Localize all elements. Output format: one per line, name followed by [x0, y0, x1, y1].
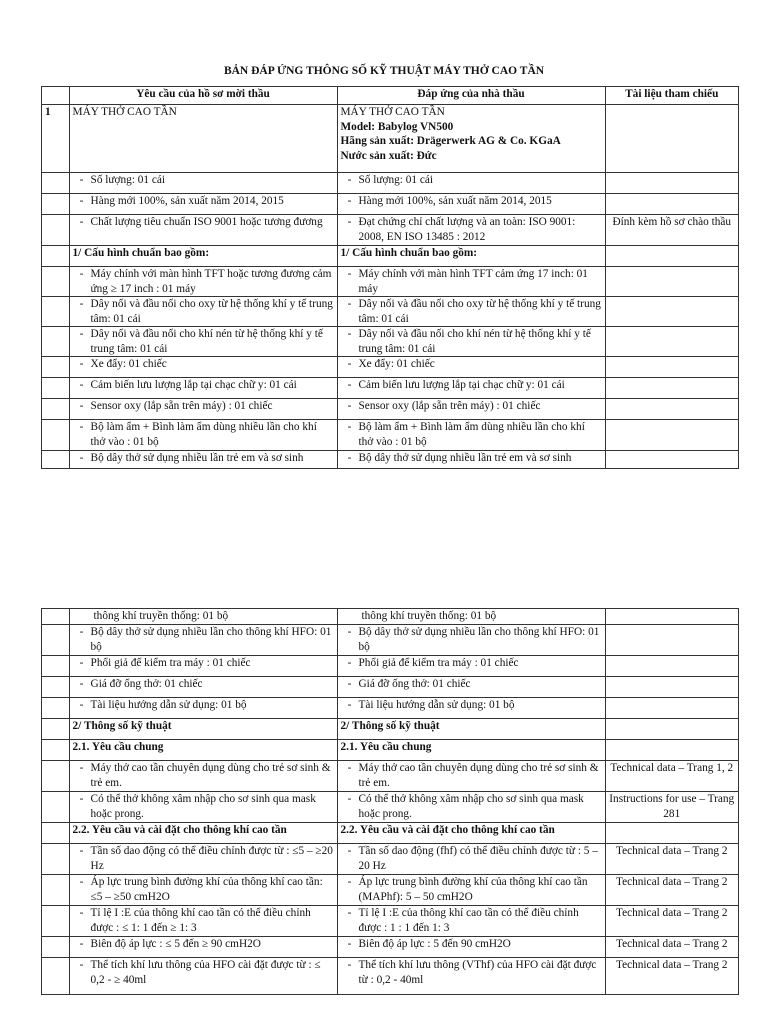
requirement — [69, 958, 337, 995]
section-row — [42, 719, 739, 740]
response — [337, 173, 605, 194]
response-text: Tỉ lệ I :E của thông khí cao tần có thể điều chỉnh được : 1 : 1 đến 1: 3 — [358, 907, 579, 934]
response — [337, 194, 605, 215]
row-num — [42, 656, 70, 677]
bullet-dash: - — [347, 421, 352, 433]
section-row — [42, 246, 739, 267]
table-row — [42, 792, 739, 823]
response-text: Cảm biến lưu lượng lắp tại chạc chữ y: 01 cái — [358, 379, 565, 391]
bullet-dash: - — [347, 174, 352, 186]
reference — [605, 297, 739, 327]
row-num — [42, 844, 70, 875]
response-section-title: 2/ Thông số kỹ thuật — [337, 719, 605, 740]
bullet-dash: - — [347, 959, 352, 971]
response — [337, 420, 605, 451]
requirement — [69, 357, 337, 378]
item-response-block — [337, 105, 605, 173]
response-bullet-item — [341, 215, 602, 244]
response-text: Sensor oxy (lắp sẵn trên máy) : 01 chiếc — [358, 400, 541, 412]
header-requirement: Yêu cầu của hồ sơ mời thầu — [69, 87, 337, 105]
response — [337, 451, 605, 469]
response-bullet-item — [341, 327, 602, 356]
requirement-text: Có thể thở không xâm nhập cho sơ sinh qua mask hoặc prong. — [90, 793, 316, 820]
requirement-text: Áp lực trung bình đường khí của thông khí cao tần: ≤5 – ≥50 cmH2O — [90, 876, 323, 903]
table-row — [42, 297, 739, 327]
reference: Technical data – Trang 2 — [605, 906, 739, 937]
requirement-text: Dây nối và đầu nối cho oxy từ hệ thống khí y tế trung tâm: 01 cái — [90, 298, 333, 325]
reference: Technical data – Trang 2 — [605, 958, 739, 995]
reference: Technical data – Trang 1, 2 — [605, 761, 739, 792]
requirement — [69, 327, 337, 357]
reference — [605, 625, 739, 656]
requirement-text: Bộ dây thở sử dụng nhiều lần trẻ em và sơ sinh — [90, 452, 304, 464]
bullet-dash: - — [347, 379, 352, 391]
row-num — [42, 267, 70, 297]
bullet-dash: - — [347, 678, 352, 690]
bullet-dash: - — [79, 845, 84, 857]
requirement-bullet-item — [73, 844, 334, 873]
bullet-dash: - — [347, 907, 352, 919]
requirement-text: Tỉ lệ I :E của thông khí cao tần có thể điều chỉnh được : ≤ 1: 1 đến ≥ 1: 3 — [90, 907, 311, 934]
row-num — [42, 958, 70, 995]
bullet-dash: - — [79, 657, 84, 669]
requirement-bullet-item — [73, 625, 334, 654]
requirement-text: Dây nối và đầu nối cho khí nén từ hệ thống khí y tế trung tâm: 01 cái — [90, 328, 323, 355]
bullet-dash: - — [347, 328, 352, 340]
requirement-text: Tài liệu hướng dẫn sử dụng: 01 bộ — [90, 699, 247, 711]
response-text: Dây nối và đầu nối cho khí nén từ hệ thống khí y tế trung tâm: 01 cái — [358, 328, 591, 355]
reference — [605, 698, 739, 719]
bullet-dash: - — [347, 452, 352, 464]
response-bullet-item — [341, 267, 602, 296]
table-row — [42, 906, 739, 937]
requirement — [69, 906, 337, 937]
bullet-dash: - — [79, 793, 84, 805]
row-num — [42, 625, 70, 656]
requirement-bullet-item — [73, 297, 334, 326]
requirement-bullet-item — [73, 327, 334, 356]
item-requirement-title: MÁY THỞ CAO TẦN — [69, 105, 337, 173]
response — [337, 215, 605, 246]
bullet-dash: - — [347, 400, 352, 412]
row-num — [42, 297, 70, 327]
reference — [605, 823, 739, 844]
requirement-text: Cảm biến lưu lượng lắp tại chạc chữ y: 01 cái — [90, 379, 297, 391]
row-num — [42, 246, 70, 267]
bullet-dash: - — [79, 400, 84, 412]
row-num — [42, 451, 70, 469]
response-bullet-item — [341, 451, 602, 466]
reference — [605, 740, 739, 761]
response — [337, 958, 605, 995]
response-text: Có thể thở không xâm nhập cho sơ sinh qua mask hoặc prong. — [358, 793, 584, 820]
main-item-row — [42, 105, 739, 173]
table-row — [42, 844, 739, 875]
response-text: Phổi giả để kiểm tra máy : 01 chiếc — [358, 657, 519, 669]
row-num — [42, 823, 70, 844]
reference — [605, 327, 739, 357]
reference — [605, 173, 739, 194]
reference — [605, 399, 739, 420]
row-num — [42, 173, 70, 194]
table-row — [42, 875, 739, 906]
response-text: Bộ dây thở sử dụng nhiều lần cho thông khí HFO: 01 bộ — [358, 626, 600, 653]
response-text: Thể tích khí lưu thông (VThf) của HFO cài đặt được từ : 0,2 - 40ml — [358, 959, 597, 986]
response — [337, 609, 605, 625]
response-bullet-item — [341, 875, 602, 904]
bullet-dash: - — [347, 268, 352, 280]
reference — [605, 420, 739, 451]
bullet-dash: - — [79, 174, 84, 186]
spec-table-part-1 — [41, 86, 739, 469]
requirement — [69, 875, 337, 906]
reference — [605, 677, 739, 698]
response-bullet-item — [341, 761, 602, 790]
row-num — [42, 378, 70, 399]
response-text: Số lượng: 01 cái — [358, 174, 434, 186]
bullet-dash: - — [347, 845, 352, 857]
requirement-bullet-item — [73, 906, 334, 935]
response-text: Tần số dao động (fhf) có thể điều chỉnh được từ : 5 – 20 Hz — [358, 845, 598, 872]
requirement-bullet-item — [73, 937, 334, 952]
response-bullet-item — [341, 297, 602, 326]
response-text: Máy chính với màn hình TFT cảm ứng 17 inch: 01 máy — [358, 268, 588, 295]
requirement — [69, 215, 337, 246]
row-num — [42, 740, 70, 761]
bullet-dash: - — [79, 959, 84, 971]
bullet-dash: - — [79, 626, 84, 638]
requirement-bullet-item — [73, 656, 334, 671]
requirement-text: Phổi giả để kiểm tra máy : 01 chiếc — [90, 657, 251, 669]
table-row — [42, 937, 739, 958]
response-bullet-item — [341, 625, 602, 654]
requirement — [69, 399, 337, 420]
table-row — [42, 267, 739, 297]
requirement-text: Bộ dây thở sử dụng nhiều lần cho thông khí HFO: 01 bộ — [90, 626, 332, 653]
response-bullet-item — [341, 420, 602, 449]
requirement-text: Sensor oxy (lắp sẵn trên máy) : 01 chiếc — [90, 400, 273, 412]
bullet-dash: - — [347, 626, 352, 638]
requirement — [69, 698, 337, 719]
row-num — [42, 399, 70, 420]
requirement — [69, 656, 337, 677]
requirement-bullet-item — [73, 761, 334, 790]
requirement-bullet-item — [73, 173, 334, 188]
requirement-text: Thể tích khí lưu thông của HFO cài đặt được từ : ≤ 0,2 - ≥ 40ml — [90, 959, 321, 986]
requirement-text: Máy thở cao tần chuyên dụng dùng cho trẻ sơ sinh & trẻ em. — [90, 762, 331, 789]
requirement-section-title: 2/ Thông số kỹ thuật — [69, 719, 337, 740]
response-bullet-item — [341, 378, 602, 393]
table-row — [42, 378, 739, 399]
table-row — [42, 194, 739, 215]
row-num — [42, 875, 70, 906]
response — [337, 875, 605, 906]
item-number: 1 — [42, 105, 70, 173]
table-row — [42, 698, 739, 719]
requirement-text: Giá đỡ ống thở: 01 chiếc — [90, 678, 203, 690]
bullet-dash: - — [347, 298, 352, 310]
response-bullet-item — [341, 656, 602, 671]
response — [337, 267, 605, 297]
row-num — [42, 677, 70, 698]
response-bullet-item — [341, 698, 602, 713]
bullet-dash: - — [79, 876, 84, 888]
response — [337, 906, 605, 937]
bullet-dash: - — [347, 195, 352, 207]
table-row — [42, 656, 739, 677]
response — [337, 297, 605, 327]
table-row — [42, 625, 739, 656]
requirement-bullet-item — [73, 420, 334, 449]
item-manufacturer: Hãng sản xuất: Drägerwerk AG & Co. KGaA — [340, 135, 561, 147]
response — [337, 357, 605, 378]
table-row — [42, 677, 739, 698]
requirement-text: Tần số dao động có thể điều chỉnh được từ : ≤5 – ≥20 Hz — [90, 845, 333, 872]
requirement — [69, 844, 337, 875]
table-row — [42, 761, 739, 792]
response-text: Dây nối và đầu nối cho oxy từ hệ thống khí y tế trung tâm: 01 cái — [358, 298, 601, 325]
bullet-dash: - — [347, 876, 352, 888]
requirement-bullet-item — [73, 451, 334, 466]
row-num — [42, 792, 70, 823]
row-num — [42, 906, 70, 937]
bullet-dash: - — [79, 421, 84, 433]
response — [337, 792, 605, 823]
response — [337, 698, 605, 719]
table-row — [42, 609, 739, 625]
row-num — [42, 194, 70, 215]
requirement — [69, 297, 337, 327]
bullet-dash: - — [347, 657, 352, 669]
response-section-title: 1/ Cấu hình chuẩn bao gồm: — [337, 246, 605, 267]
response-bullet-item — [341, 173, 602, 188]
response-text: Bộ dây thở sử dụng nhiều lần trẻ em và sơ sinh — [358, 452, 572, 464]
requirement-text: Xe đẩy: 01 chiếc — [90, 358, 167, 370]
requirement — [69, 761, 337, 792]
reference: Đính kèm hồ sơ chào thầu — [605, 215, 739, 246]
requirement-bullet-item — [73, 875, 334, 904]
bullet-dash: - — [79, 358, 84, 370]
bullet-dash: - — [79, 328, 84, 340]
bullet-dash: - — [79, 452, 84, 464]
requirement-bullet-item — [73, 357, 334, 372]
bullet-dash: - — [79, 298, 84, 310]
reference: Technical data – Trang 2 — [605, 875, 739, 906]
requirement-bullet-item — [73, 215, 334, 230]
reference — [605, 194, 739, 215]
bullet-dash: - — [79, 216, 84, 228]
response-bullet-item — [341, 958, 602, 987]
requirement-section-title: 2.2. Yêu cầu và cài đặt cho thông khí cao tần — [69, 823, 337, 844]
response-text: Xe đẩy: 01 chiếc — [358, 358, 435, 370]
requirement — [69, 194, 337, 215]
bullet-dash: - — [347, 358, 352, 370]
response-text: thông khí truyền thống: 01 bộ — [361, 610, 497, 622]
bullet-dash: - — [79, 268, 84, 280]
requirement-bullet-item — [73, 194, 334, 209]
bullet-dash: - — [79, 195, 84, 207]
item-origin: Nước sản xuất: Đức — [340, 149, 437, 162]
requirement-text: Biên độ áp lực : ≤ 5 đến ≥ 90 cmH2O — [90, 938, 261, 950]
row-num — [42, 698, 70, 719]
bullet-dash: - — [347, 699, 352, 711]
row-num — [42, 357, 70, 378]
requirement-text: Bộ làm ẩm + Bình làm ẩm dùng nhiều lần cho khí thở vào : 01 bộ — [90, 421, 317, 448]
requirement-text: Chất lượng tiêu chuẩn ISO 9001 hoặc tương đương — [90, 216, 323, 228]
response — [337, 656, 605, 677]
requirement — [69, 609, 337, 625]
reference — [605, 267, 739, 297]
table-row — [42, 327, 739, 357]
requirement-bullet-item — [73, 958, 334, 987]
response-bullet-item — [341, 194, 602, 209]
requirement — [69, 267, 337, 297]
table-row — [42, 173, 739, 194]
response-text: Giá đỡ ống thở: 01 chiếc — [358, 678, 471, 690]
response-bullet-item — [341, 399, 602, 414]
table-row — [42, 399, 739, 420]
response-text: Biên độ áp lực : 5 đến 90 cmH2O — [358, 938, 511, 950]
response-text: Tài liệu hướng dẫn sử dụng: 01 bộ — [358, 699, 515, 711]
header-num — [42, 87, 70, 105]
requirement — [69, 937, 337, 958]
requirement-text: Số lượng: 01 cái — [90, 174, 166, 186]
table-header-row — [42, 87, 739, 105]
requirement-bullet-item — [73, 677, 334, 692]
requirement — [69, 625, 337, 656]
response-text: Hàng mới 100%, sản xuất năm 2014, 2015 — [358, 195, 552, 207]
row-num — [42, 215, 70, 246]
reference: Technical data – Trang 2 — [605, 937, 739, 958]
table-row — [42, 451, 739, 469]
response-section-title: 2.2. Yêu cầu và cài đặt cho thông khí cao tần — [337, 823, 605, 844]
response-bullet-item — [341, 357, 602, 372]
requirement — [69, 420, 337, 451]
header-response: Đáp ứng của nhà thầu — [337, 87, 605, 105]
bullet-dash: - — [79, 938, 84, 950]
response — [337, 937, 605, 958]
section-row — [42, 740, 739, 761]
table-row — [42, 215, 739, 246]
reference: Instructions for use – Trang 281 — [605, 792, 739, 823]
row-num — [42, 937, 70, 958]
requirement-text: Máy chính với màn hình TFT hoặc tương đương cảm ứng ≥ 17 inch : 01 máy — [90, 268, 332, 295]
response-text: Áp lực trung bình đường khí của thông khí cao tần (MAPhf): 5 – 50 cmH2O — [358, 876, 588, 903]
item-model: Model: Babylog VN500 — [340, 120, 454, 133]
response — [337, 378, 605, 399]
spec-table-part-2 — [41, 608, 739, 995]
response-text: Máy thở cao tần chuyên dụng dùng cho trẻ sơ sinh & trẻ em. — [358, 762, 599, 789]
bullet-dash: - — [347, 938, 352, 950]
response — [337, 625, 605, 656]
reference — [605, 357, 739, 378]
row-num — [42, 420, 70, 451]
reference — [605, 656, 739, 677]
reference — [605, 609, 739, 625]
item-response-title: MÁY THỞ CAO TẦN — [340, 106, 445, 118]
requirement-text: Hàng mới 100%, sản xuất năm 2014, 2015 — [90, 195, 284, 207]
response-bullet-item — [341, 937, 602, 952]
requirement-bullet-item — [73, 792, 334, 821]
header-reference: Tài liệu tham chiếu — [605, 87, 739, 105]
requirement-bullet-item — [73, 698, 334, 713]
table-row — [42, 958, 739, 995]
response — [337, 399, 605, 420]
bullet-dash: - — [347, 793, 352, 805]
reference — [605, 246, 739, 267]
row-num — [42, 719, 70, 740]
requirement-section-title: 2.1. Yêu cầu chung — [69, 740, 337, 761]
table-row — [42, 357, 739, 378]
response-bullet-item — [341, 844, 602, 873]
response — [337, 761, 605, 792]
item-reference — [605, 105, 739, 173]
bullet-dash: - — [79, 762, 84, 774]
reference — [605, 451, 739, 469]
requirement-bullet-item — [73, 399, 334, 414]
requirement — [69, 677, 337, 698]
response — [337, 844, 605, 875]
requirement — [69, 173, 337, 194]
document-title: BẢN ĐÁP ỨNG THÔNG SỐ KỸ THUẬT MÁY THỞ CAO TẦN — [223, 65, 545, 77]
requirement — [69, 792, 337, 823]
bullet-dash: - — [79, 379, 84, 391]
response-text: Đạt chứng chỉ chất lượng và an toàn: ISO 9001: 2008, EN ISO 13485 : 2012 — [358, 216, 576, 243]
response-bullet-item — [341, 792, 602, 821]
bullet-dash: - — [79, 678, 84, 690]
requirement — [69, 378, 337, 399]
response-text: Bộ làm ẩm + Bình làm ẩm dùng nhiều lần cho khí thở vào : 01 bộ — [358, 421, 585, 448]
requirement-section-title: 1/ Cấu hình chuẩn bao gồm: — [69, 246, 337, 267]
reference: Technical data – Trang 2 — [605, 844, 739, 875]
response-section-title: 2.1. Yêu cầu chung — [337, 740, 605, 761]
row-num — [42, 327, 70, 357]
reference — [605, 378, 739, 399]
requirement-bullet-item — [73, 267, 334, 296]
row-num — [42, 761, 70, 792]
reference — [605, 719, 739, 740]
bullet-dash: - — [347, 762, 352, 774]
response — [337, 677, 605, 698]
table-row — [42, 420, 739, 451]
bullet-dash: - — [79, 907, 84, 919]
requirement-text: thông khí truyền thống: 01 bộ — [93, 610, 229, 622]
response-bullet-item — [341, 906, 602, 935]
response — [337, 327, 605, 357]
response-bullet-item — [341, 677, 602, 692]
requirement-bullet-item — [73, 378, 334, 393]
bullet-dash: - — [347, 216, 352, 228]
requirement — [69, 451, 337, 469]
row-num — [42, 609, 70, 625]
bullet-dash: - — [79, 699, 84, 711]
section-row — [42, 823, 739, 844]
